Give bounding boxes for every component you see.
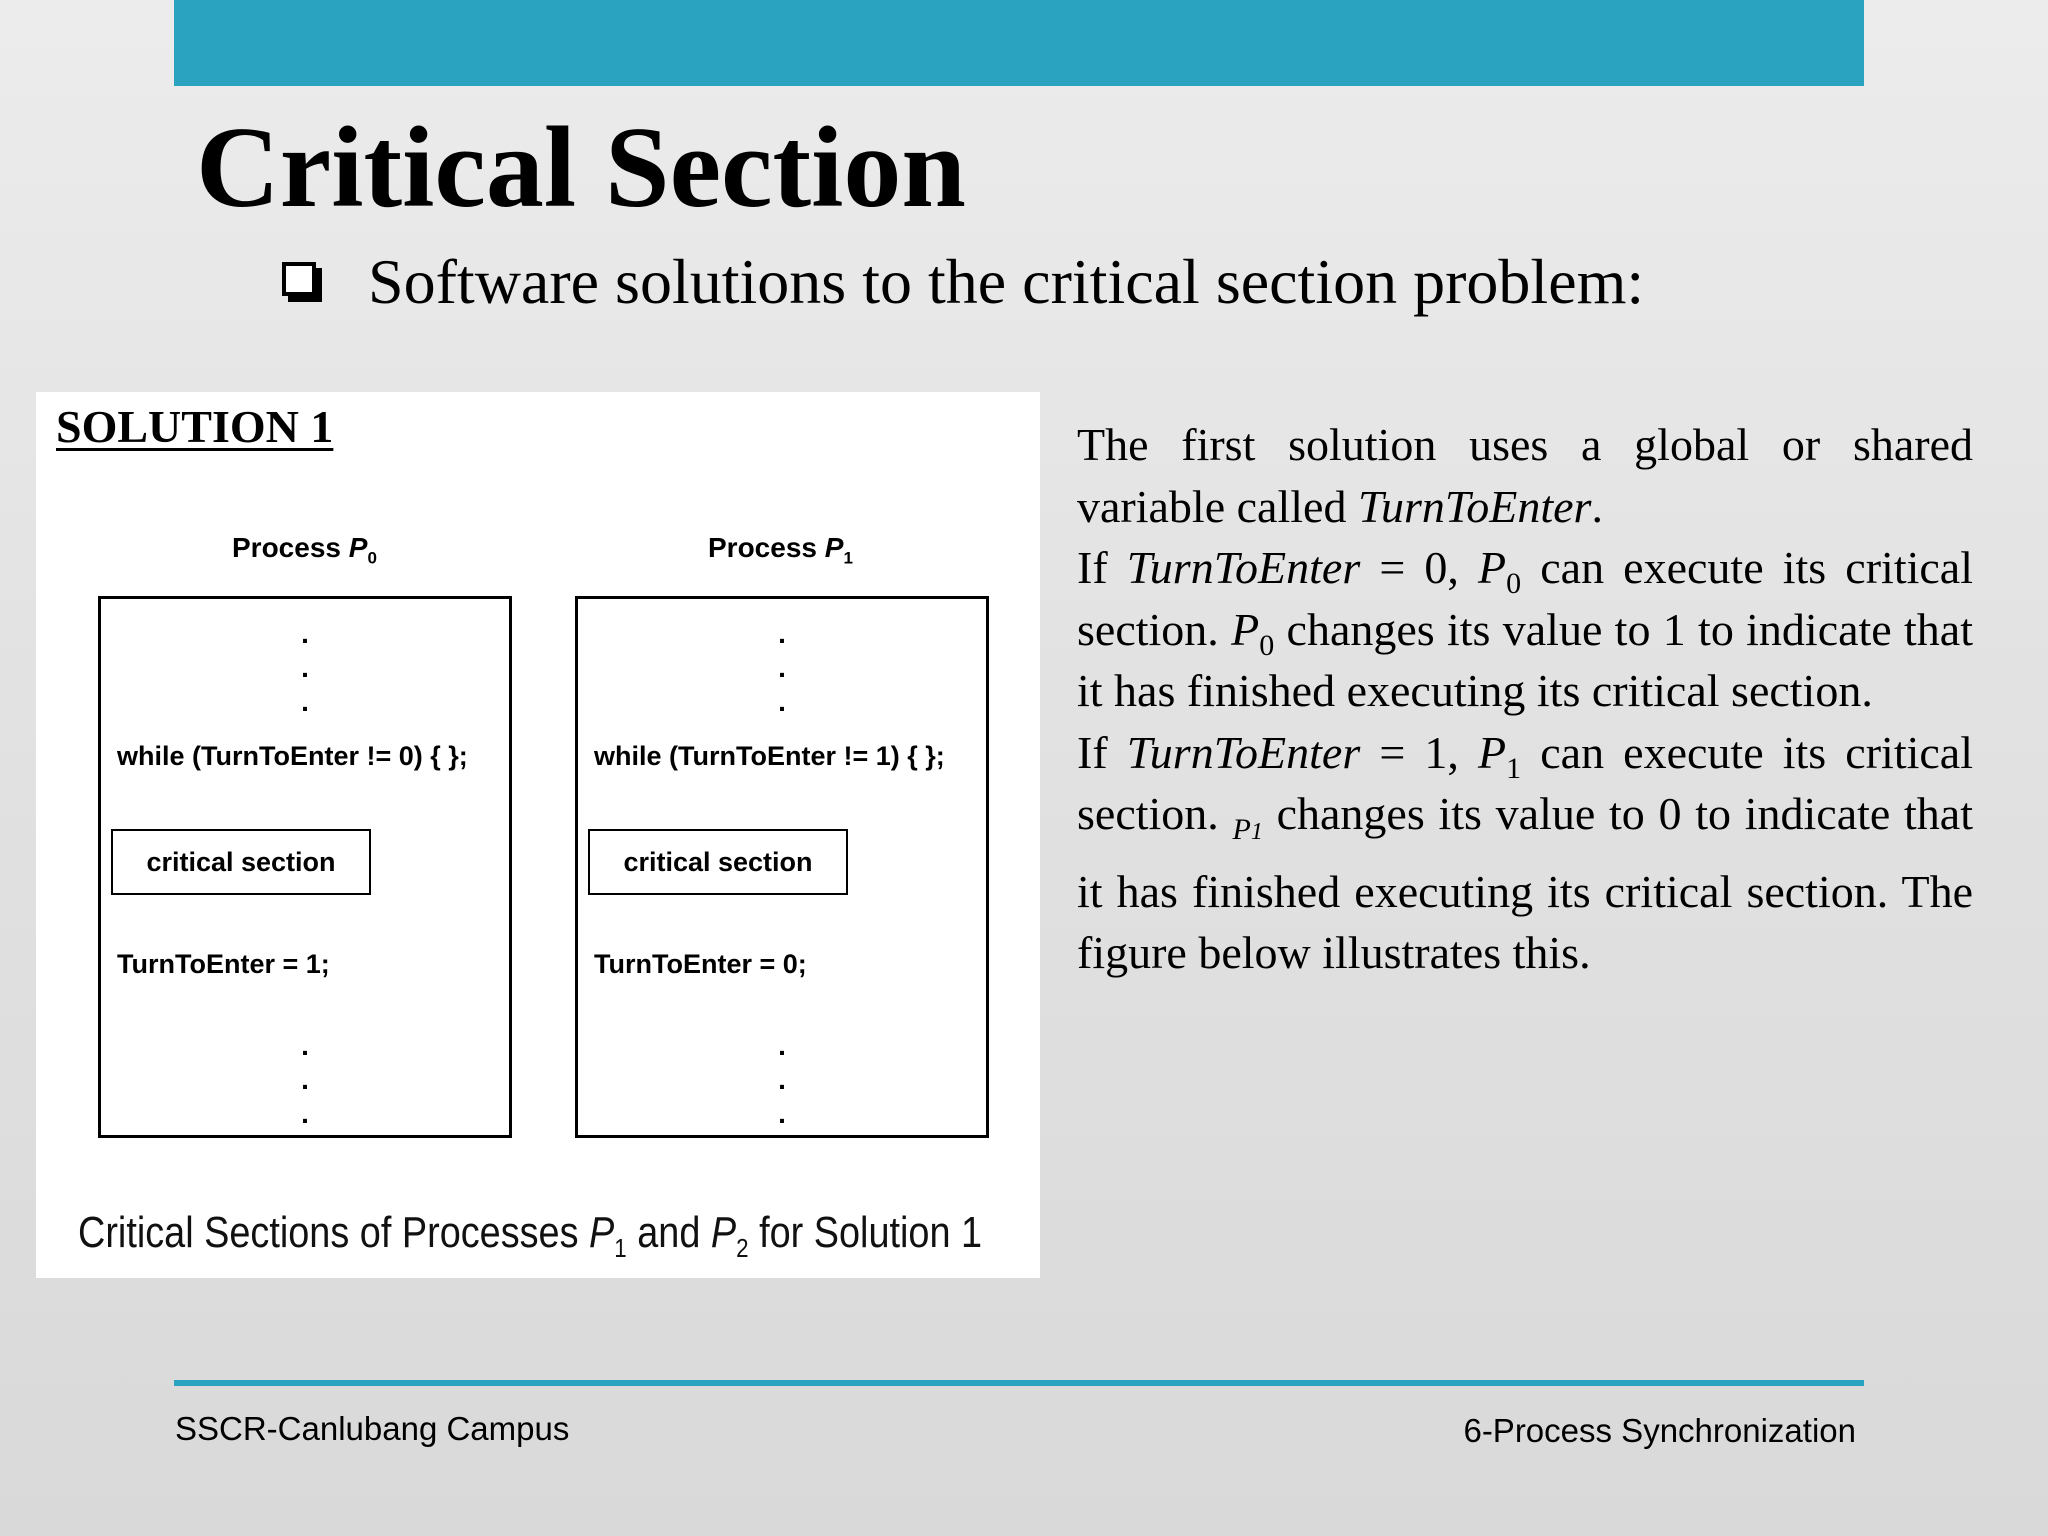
while-loop-line: while (TurnToEnter != 0) { }; <box>117 741 468 771</box>
critical-section-box: critical section <box>111 829 371 895</box>
top-accent-bar <box>174 0 1864 86</box>
process-p1-label: Process $P_1$ <box>708 532 853 568</box>
slide-title: Critical Section <box>196 104 966 232</box>
assign-line: TurnToEnter = 1; <box>117 949 330 979</box>
footer-campus: SSCR-Canlubang Campus <box>175 1410 570 1447</box>
figure-caption: Critical Sections of Processes $P_1$ and $P_2$ for Solution 1 <box>78 1208 983 1263</box>
process-p0-label: Process $P_0$ <box>232 532 377 568</box>
process-p0-box <box>98 596 512 1138</box>
explanation-text <box>1077 414 1973 984</box>
assign-line: TurnToEnter = 0; <box>594 949 807 979</box>
slide-subtitle: Software solutions to the critical section problem: <box>368 246 1645 317</box>
solution-figure <box>36 392 1040 1278</box>
paragraph-p0: If TurnToEnter = 0, $P_0$ can execute its critical section. $P_0$ changes its value to 1 to indicate that it has finished executing its critical section. <box>1077 542 1974 716</box>
ellipsis-dots-bottom: . . . <box>778 1030 786 1129</box>
footer-rule <box>174 1380 1864 1386</box>
ellipsis-dots-top: . . . <box>301 618 309 717</box>
paragraph-intro: The first solution uses a global or shared variable called TurnToEnter. <box>1077 419 1973 532</box>
checkbox-square-icon <box>282 262 322 302</box>
paragraph-p1: If TurnToEnter = 1, $P_1$ can execute its critical section. $_{P1}$ changes its value to 0 to indicate that it has finished executing its critical section. The figure below illustrates this. <box>1077 726 1974 978</box>
ellipsis-dots-top: . . . <box>778 618 786 717</box>
footer-topic: 6-Process Synchronization <box>1463 1412 1856 1449</box>
ellipsis-dots-bottom: . . . <box>301 1030 309 1129</box>
process-p1-box <box>575 596 989 1138</box>
figure-heading: SOLUTION 1 <box>56 401 334 452</box>
while-loop-line: while (TurnToEnter != 1) { }; <box>594 741 945 771</box>
subtitle-bullet <box>282 244 1644 321</box>
critical-section-box: critical section <box>588 829 848 895</box>
